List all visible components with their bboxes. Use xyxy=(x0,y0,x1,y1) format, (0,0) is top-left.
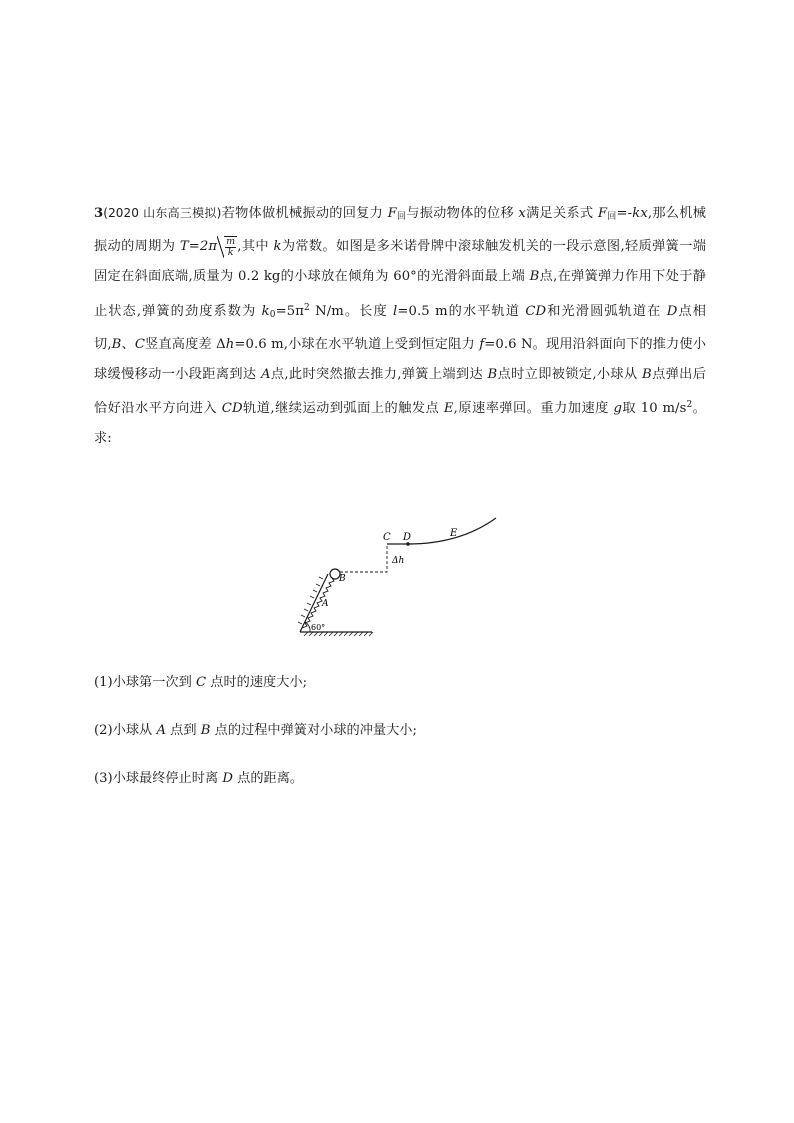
text-seg: 竖直高度差 Δ xyxy=(145,336,226,352)
var-x: x xyxy=(518,206,526,221)
var-E: E xyxy=(443,401,454,417)
var-g: g xyxy=(613,401,623,417)
l-value: =0.5 m的水平轨道 xyxy=(397,303,521,319)
fraction-numerator: m xyxy=(226,235,236,247)
question-var: D xyxy=(222,771,233,786)
text-seg: 点弹出后恰好沿水平方向进入 xyxy=(94,367,706,417)
question-prefix: (3)小球最终停止时离 xyxy=(94,771,223,786)
physics-diagram xyxy=(290,512,510,646)
question-prefix: (2)小球从 xyxy=(94,723,157,738)
question-suffix: 点的过程中弹簧对小球的冲量大小; xyxy=(210,723,417,738)
h-value: =0.6 m,小球在水平轨道上受到恒定阻力 xyxy=(234,336,475,352)
text-seg: 满足关系式 xyxy=(525,206,594,221)
question-2 xyxy=(94,721,706,741)
var-F: F xyxy=(387,206,397,221)
var-h: h xyxy=(225,336,235,352)
subscript-0: 0 xyxy=(269,309,276,320)
question-suffix: 点的距离。 xyxy=(232,771,304,786)
spring xyxy=(302,578,334,628)
problem-paragraph xyxy=(94,198,706,455)
var-B: B xyxy=(487,367,498,383)
question-var: A xyxy=(156,723,166,738)
fraction xyxy=(225,237,236,258)
text-seg: ,那么机械振动的周期为 xyxy=(94,206,706,255)
label-dh: Δh xyxy=(392,556,405,566)
text-seg: ,原速率弹回。重力加速度 xyxy=(453,401,609,417)
question-prefix: (1)小球第一次到 xyxy=(94,675,196,690)
var-A: A xyxy=(260,367,271,383)
text-seg: 与振动物体的位移 xyxy=(406,206,514,221)
var-C: C xyxy=(134,336,146,352)
problem-number: 3 xyxy=(94,206,104,221)
text-seg: 为常数。如图是多米诺骨牌中滚球触发机关的一段示意图,轻质弹簧一端固定在斜面底端,质量为 0.2 kg的小球放在倾角为 60°的光滑斜面最上端 xyxy=(94,239,707,285)
question-var: B xyxy=(200,723,211,738)
var-B: B xyxy=(642,367,652,383)
label-D: D xyxy=(403,532,412,543)
var-B: B xyxy=(529,269,540,285)
var-k0: k xyxy=(261,303,270,319)
question-suffix: 点时的速度大小; xyxy=(206,675,308,690)
dashed-height-path xyxy=(340,544,387,572)
var-CD: CD xyxy=(221,401,243,417)
var-CD: CD xyxy=(525,303,547,319)
label-angle: 60° xyxy=(311,623,326,632)
var-f: f xyxy=(479,336,485,352)
text-seg: ,其中 xyxy=(237,239,269,255)
text-seg: 。求: xyxy=(94,401,706,447)
var-B: B xyxy=(111,336,122,352)
text-seg: 轨道,继续运动到弧面上的触发点 xyxy=(242,401,440,417)
problem-statement xyxy=(94,198,706,455)
f-value: =0.6 N。现用沿斜面向下的推力使小球缓慢移动一小段距离到达 xyxy=(94,336,707,383)
k0-value: =5π xyxy=(275,303,304,319)
var-D: D xyxy=(666,303,678,319)
superscript-2: 2 xyxy=(304,302,310,313)
question-mid: 点到 xyxy=(165,723,201,738)
var-F: F xyxy=(597,206,608,221)
text-seg: 点时立即被锁定,小球从 xyxy=(497,367,638,383)
text-seg: 若物体做机械振动的回复力 xyxy=(221,206,384,221)
label-B: B xyxy=(339,574,346,584)
text-seg: 点,此时突然撤去推力,弹簧上端到达 xyxy=(270,367,483,383)
subscript-hui: 回 xyxy=(396,212,407,222)
text-seg: 、 xyxy=(121,336,135,352)
k0-unit: N/m。长度 xyxy=(309,303,388,319)
text-seg: 取 10 m/s xyxy=(622,401,687,417)
sqrt-symbol xyxy=(224,236,237,258)
subscript-hui: 回 xyxy=(607,212,617,222)
question-1 xyxy=(94,673,706,693)
text-seg: 点相切, xyxy=(94,303,707,352)
problem-source: (2020 山东高三模拟) xyxy=(103,206,222,220)
fraction-denominator: k xyxy=(227,246,234,258)
label-E: E xyxy=(450,528,458,539)
question-3 xyxy=(94,769,706,789)
text-seg: 点,在弹簧弹力作用下处于静止状态,弹簧的劲度系数为 xyxy=(94,269,706,319)
var-k: k xyxy=(273,239,282,255)
var-l: l xyxy=(393,303,398,319)
question-var: C xyxy=(196,675,207,690)
label-C: C xyxy=(383,532,391,543)
superscript-2: 2 xyxy=(686,400,693,411)
period-expr: T=2π xyxy=(179,239,218,255)
relation-expr: =-kx xyxy=(616,206,648,221)
label-A: A xyxy=(322,599,329,609)
text-seg: 和光滑圆弧轨道在 xyxy=(546,303,662,319)
